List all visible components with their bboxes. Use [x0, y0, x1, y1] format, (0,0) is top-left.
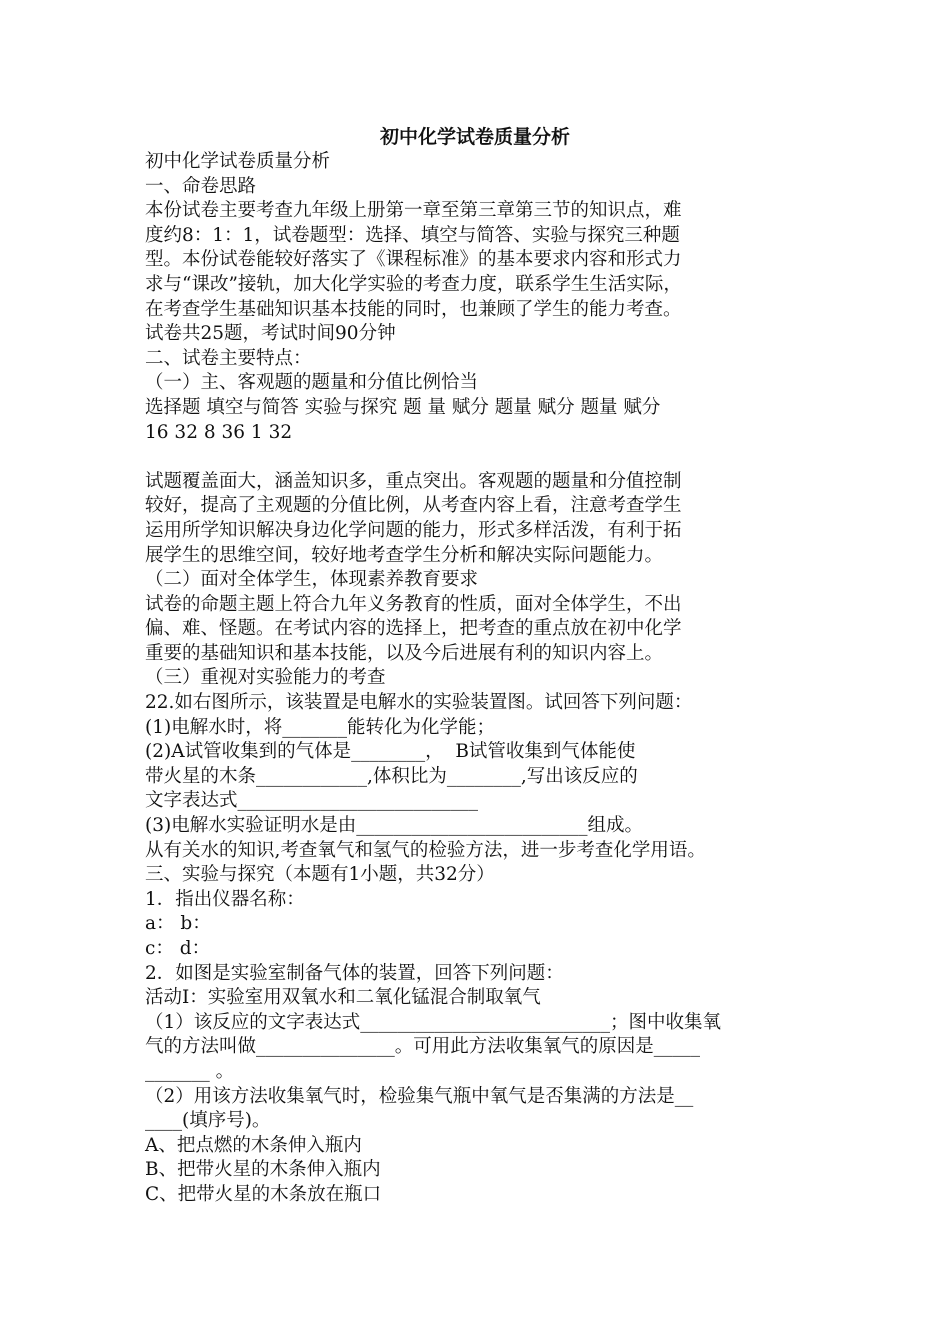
text-line: 从有关水的知识,考查氧气和氢气的检验方法，进一步考查化学用语。	[145, 839, 706, 861]
text-line: 二、试卷主要特点：	[145, 347, 312, 369]
text-line: (3)电解水实验证明水是由_________________________组成。	[145, 815, 643, 837]
text-line: （1）该反应的文字表达式___________________________；图中收集氧	[145, 1011, 722, 1033]
text-line: 选择题 填空与简答 实验与探究 题 量 赋分 题量 赋分 题量 赋分	[145, 396, 661, 418]
text-line: a： b：	[145, 913, 211, 935]
text-line: 偏、难、怪题。在考试内容的选择上，把考查的重点放在初中化学	[145, 618, 682, 640]
text-line: 活动Ⅰ：实验室用双氧水和二氧化锰混合制取氧气	[145, 987, 541, 1009]
text-line: 型。本份试卷能较好落实了《课程标准》的基本要求内容和形式力	[145, 249, 682, 271]
text-line: 文字表达式__________________________	[145, 790, 479, 812]
text-line: C、把带火星的木条放在瓶口	[145, 1183, 382, 1205]
text-line: 一、命卷思路	[145, 175, 257, 197]
document-body	[145, 150, 825, 1208]
text-line: 22.如右图所示，该装置是电解水的实验装置图。试回答下列问题：	[145, 692, 693, 714]
text-line: 度约8：1：1，试卷题型：选择、填空与简答、实验与探究三种题	[145, 224, 680, 246]
text-line: ____(填序号)。	[145, 1110, 271, 1132]
text-line: 在考查学生基础知识基本技能的同时，也兼顾了学生的能力考查。	[145, 298, 682, 320]
text-line: 求与“课改”接轨，加大化学实验的考查力度，联系学生生活实际，	[145, 273, 682, 295]
text-line	[145, 445, 825, 470]
text-line: 较好，提高了主观题的分值比例，从考查内容上看，注意考查学生	[145, 495, 682, 517]
text-line: A、把点燃的木条伸入瓶内	[145, 1134, 362, 1156]
text-line: 初中化学试卷质量分析	[145, 151, 331, 172]
text-line: 试题覆盖面大，涵盖知识多，重点突出。客观题的题量和分值控制	[145, 470, 682, 492]
text-line: 1．指出仪器名称：	[145, 888, 305, 910]
text-line: c： d：	[145, 938, 211, 959]
text-line: 三、实验与探究（本题有1小题，共32分）	[145, 864, 495, 886]
text-line: 带火星的木条____________,体积比为________,写出该反应的	[145, 765, 638, 787]
text-line: (1)电解水时，将_______能转化为化学能；	[145, 716, 495, 738]
text-line: 试卷共25题，考试时间90分钟	[145, 323, 396, 345]
text-line: 运用所学知识解决身边化学问题的能力，形式多样活泼，有利于拓	[145, 519, 682, 541]
text-line: 2．如图是实验室制备气体的装置，回答下列问题：	[145, 962, 564, 984]
text-line: （二）面对全体学生，体现素养教育要求	[145, 569, 479, 591]
text-line: 重要的基础知识和基本技能，以及今后进展有利的知识内容上。	[145, 642, 664, 664]
text-line: 本份试卷主要考查九年级上册第一章至第三章第三节的知识点，难	[145, 200, 682, 222]
page-title: 初中化学试卷质量分析	[379, 126, 570, 148]
text-line: 气的方法叫做_______________。可用此方法收集氧气的原因是_____	[145, 1036, 701, 1058]
text-line: 试卷的命题主题上符合九年义务教育的性质，面对全体学生，不出	[145, 593, 682, 615]
text-line: 16 32 8 36 1 32	[145, 421, 293, 443]
text-line: （2）用该方法收集氧气时，检验集气瓶中氧气是否集满的方法是__	[145, 1085, 694, 1107]
text-line: 展学生的思维空间，较好地考查学生分析和解决实际问题能力。	[145, 544, 664, 566]
text-line: B、把带火星的木条伸入瓶内	[145, 1159, 381, 1181]
text-line: (2)A试管收集到的气体是________， B试管收集到气体能使	[145, 741, 636, 763]
text-line: （三）重视对实验能力的考查	[145, 667, 386, 689]
text-line: _______ 。	[145, 1060, 235, 1082]
text-line: （一）主、客观题的题量和分值比例恰当	[145, 372, 479, 394]
